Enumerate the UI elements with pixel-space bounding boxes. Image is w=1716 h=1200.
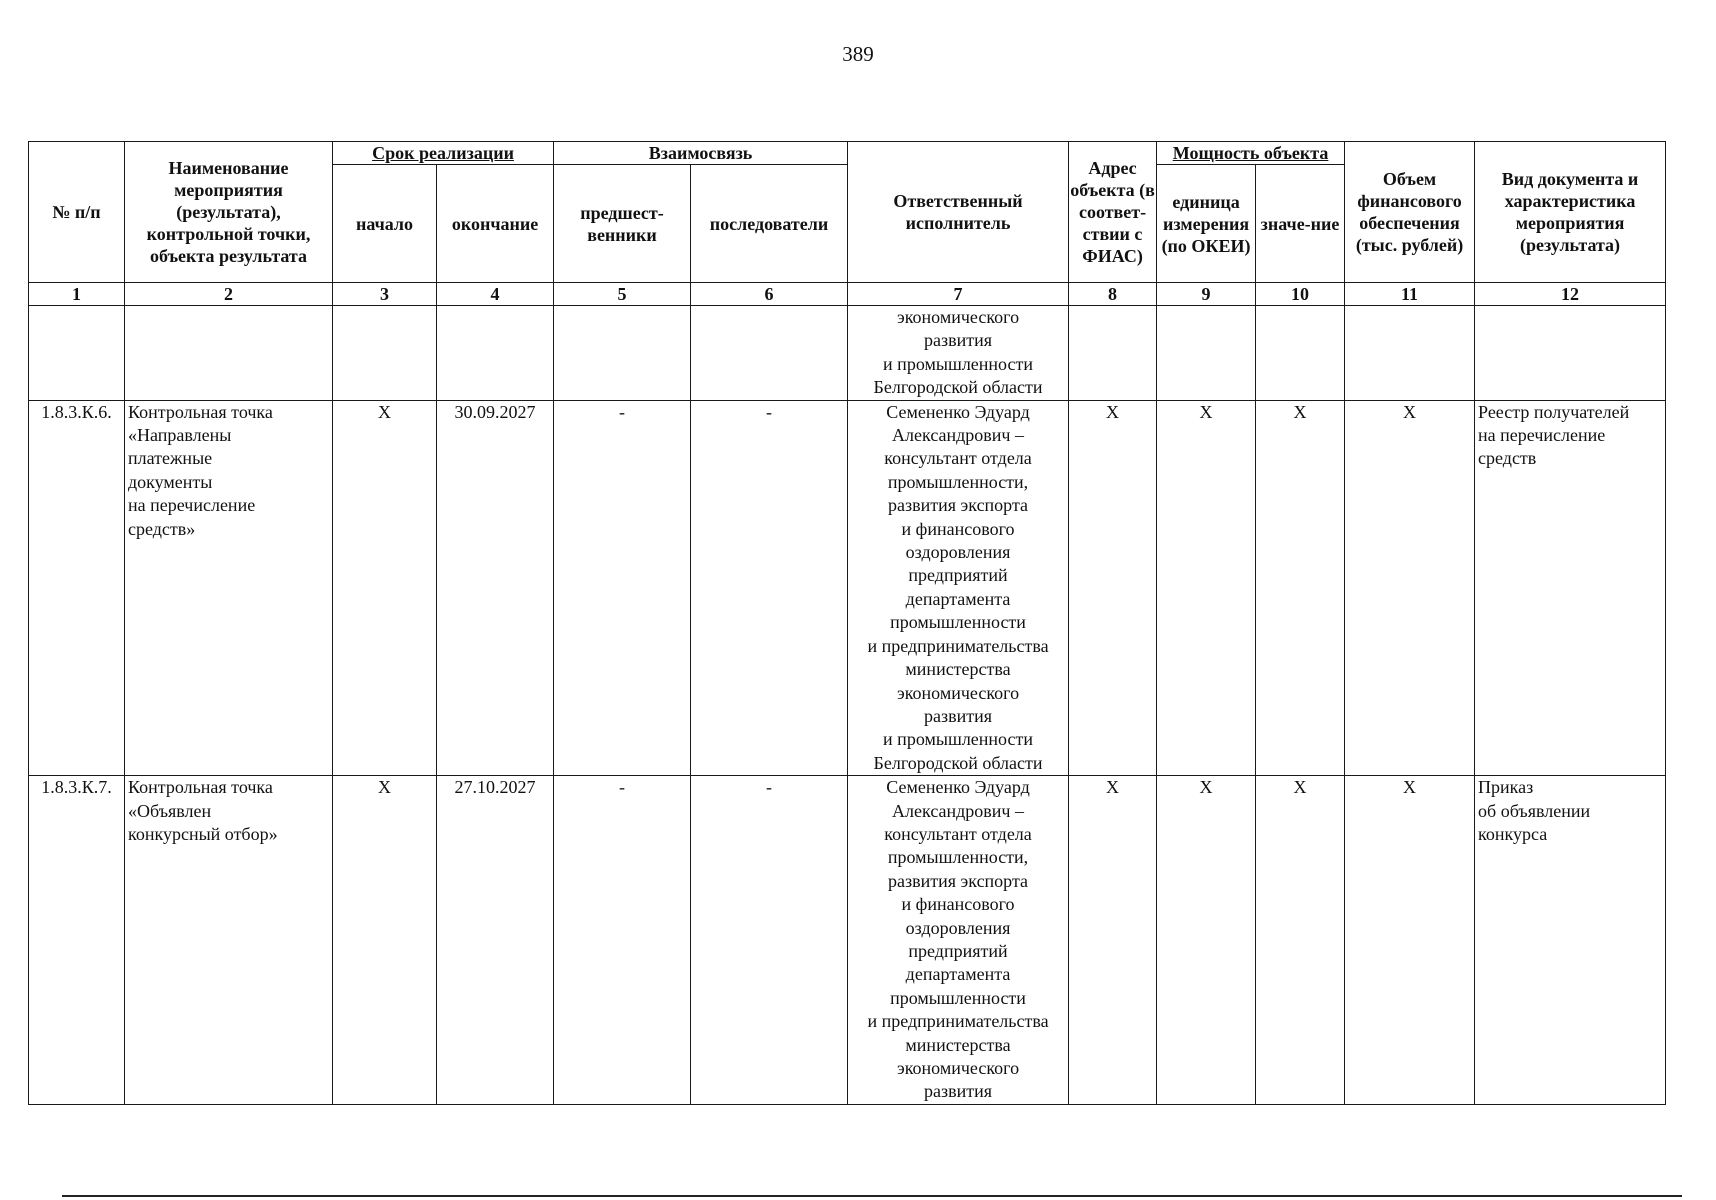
finance-volume-cell: Х <box>1345 776 1475 1105</box>
predecessors-cell: - <box>554 400 691 776</box>
event-name-line: платежные <box>128 448 213 469</box>
responsible-executor-cell <box>848 400 1069 776</box>
column-number: 3 <box>333 283 437 306</box>
responsible-executor-line: предприятий <box>908 565 1008 586</box>
event-name-cell <box>125 776 333 1105</box>
object-address-cell: Х <box>1069 400 1157 776</box>
column-number: 7 <box>848 283 1069 306</box>
plan-table <box>28 141 1666 1105</box>
responsible-executor-line: оздоровления <box>905 542 1011 563</box>
unit-of-measure-cell: Х <box>1157 400 1256 776</box>
document-type-cell <box>1475 306 1666 401</box>
header-address: Адрес объекта (в соответ-ствии с ФИАС) <box>1069 142 1157 283</box>
header-value: значе-ние <box>1256 165 1345 283</box>
event-name-line: конкурсный отбор» <box>128 823 278 844</box>
column-number: 9 <box>1157 283 1256 306</box>
responsible-executor-line: и предпринимательства <box>867 1011 1049 1032</box>
event-name-line: Контрольная точка <box>128 777 273 798</box>
header-finance: Объем финансового обеспечения (тыс. рублей) <box>1345 142 1475 283</box>
column-number: 12 <box>1475 283 1666 306</box>
responsible-executor-line: промышленности <box>890 612 1026 633</box>
header-group-link: Взаимосвязь <box>554 142 848 165</box>
unit-of-measure-cell: Х <box>1157 776 1256 1105</box>
event-name-line: «Объявлен <box>128 800 212 821</box>
event-name-cell <box>125 400 333 776</box>
responsible-executor-line: департамента <box>905 964 1011 985</box>
group-capacity-title: Мощность объекта <box>1172 143 1329 163</box>
event-name-line: документы <box>128 471 213 492</box>
event-name-line: Контрольная точка <box>128 401 273 422</box>
responsible-executor-line: развития <box>924 705 993 726</box>
column-number: 10 <box>1256 283 1345 306</box>
row-number-cell: 1.8.3.К.6. <box>29 400 125 776</box>
table-row <box>29 776 1666 1105</box>
responsible-executor-line: экономического <box>896 1058 1020 1078</box>
responsible-executor-line: развития <box>924 330 993 351</box>
responsible-executor-line: и финансового <box>901 894 1015 915</box>
header-end: окончание <box>437 165 554 283</box>
header-document: Вид документа и характеристика мероприятия (результата) <box>1475 142 1666 283</box>
responsible-executor-line: экономического <box>896 682 1020 703</box>
table-row <box>29 400 1666 776</box>
successors-cell: - <box>691 776 848 1105</box>
header-group-term <box>333 142 554 165</box>
header-name: Наименование мероприятия (результата), контрольной точки, объекта результата <box>125 142 333 283</box>
responsible-executor-line: Семененко Эдуард <box>886 777 1030 798</box>
successors-cell: - <box>691 400 848 776</box>
capacity-value-cell: Х <box>1256 400 1345 776</box>
unit-of-measure-cell <box>1157 306 1256 401</box>
responsible-executor-line: развития экспорта <box>888 870 1029 891</box>
responsible-executor-line: и финансового <box>901 518 1015 539</box>
predecessors-cell <box>554 306 691 401</box>
start-date-cell <box>333 306 437 401</box>
responsible-executor-line: развития экспорта <box>888 495 1029 516</box>
start-date-cell: Х <box>333 400 437 776</box>
responsible-executor-line: оздоровления <box>905 917 1011 938</box>
responsible-executor-line: экономического <box>896 307 1020 327</box>
responsible-executor-line: Белгородской области <box>873 377 1043 398</box>
successors-cell <box>691 306 848 401</box>
table-header <box>29 142 1666 306</box>
group-term-title: Срок реализации <box>372 143 514 163</box>
table-row <box>29 306 1666 401</box>
end-date-cell: 27.10.2027 <box>437 776 554 1105</box>
responsible-executor-line: промышленности, <box>887 471 1029 492</box>
document-type-line: на перечисление <box>1478 425 1606 446</box>
column-number: 11 <box>1345 283 1475 306</box>
responsible-executor-line: консультант отдела <box>884 823 1032 844</box>
table-body <box>29 306 1666 1105</box>
row-number-cell: 1.8.3.К.7. <box>29 776 125 1105</box>
document-type-line: конкурса <box>1478 823 1548 844</box>
end-date-cell: 30.09.2027 <box>437 400 554 776</box>
responsible-executor-line: развития <box>924 1081 993 1102</box>
responsible-executor-line: и промышленности <box>883 353 1033 374</box>
column-number: 1 <box>29 283 125 306</box>
column-number: 8 <box>1069 283 1157 306</box>
document-type-line: средств <box>1478 448 1537 469</box>
responsible-executor-line: Семененко Эдуард <box>886 401 1030 422</box>
start-date-cell: Х <box>333 776 437 1105</box>
event-name-line: на перечисление <box>128 495 256 516</box>
responsible-executor-line: Александрович – <box>892 800 1024 821</box>
responsible-executor-line: Белгородской области <box>873 752 1043 773</box>
header-predecessors: предшест-венники <box>554 165 691 283</box>
object-address-cell <box>1069 306 1157 401</box>
event-name-line: средств» <box>128 518 196 539</box>
header-start: начало <box>333 165 437 283</box>
responsible-executor-cell <box>848 776 1069 1105</box>
finance-volume-cell: Х <box>1345 400 1475 776</box>
responsible-executor-line: Александрович – <box>892 425 1024 446</box>
header-number: № п/п <box>29 142 125 283</box>
capacity-value-cell: Х <box>1256 776 1345 1105</box>
responsible-executor-cell <box>848 306 1069 401</box>
column-number: 6 <box>691 283 848 306</box>
responsible-executor-line: и предпринимательства <box>867 635 1049 656</box>
column-number: 4 <box>437 283 554 306</box>
responsible-executor-line: и промышленности <box>883 729 1033 750</box>
document-type-line: об объявлении <box>1478 800 1591 821</box>
row-number-cell <box>29 306 125 401</box>
bottom-rule <box>62 1195 1682 1197</box>
responsible-executor-line: предприятий <box>908 940 1008 961</box>
header-successors: последователи <box>691 165 848 283</box>
responsible-executor-line: департамента <box>905 588 1011 609</box>
page-number: 389 <box>842 42 874 66</box>
column-number: 2 <box>125 283 333 306</box>
predecessors-cell: - <box>554 776 691 1105</box>
header-unit: единица измерения (по ОКЕИ) <box>1157 165 1256 283</box>
header-group-capacity <box>1157 142 1345 165</box>
responsible-executor-line: министерства <box>905 1034 1011 1055</box>
object-address-cell: Х <box>1069 776 1157 1105</box>
end-date-cell <box>437 306 554 401</box>
document-type-line: Приказ <box>1478 777 1534 798</box>
column-number-row <box>29 283 1666 306</box>
responsible-executor-line: промышленности, <box>887 847 1029 868</box>
document-type-line: Реестр получателей <box>1478 401 1630 422</box>
document-type-cell <box>1475 776 1666 1105</box>
responsible-executor-line: министерства <box>905 659 1011 680</box>
column-number: 5 <box>554 283 691 306</box>
event-name-cell <box>125 306 333 401</box>
document-type-cell <box>1475 400 1666 776</box>
event-name-line: «Направлены <box>128 425 232 446</box>
finance-volume-cell <box>1345 306 1475 401</box>
responsible-executor-line: консультант отдела <box>884 448 1032 469</box>
capacity-value-cell <box>1256 306 1345 401</box>
responsible-executor-line: промышленности <box>890 987 1026 1008</box>
header-responsible: Ответственный исполнитель <box>848 142 1069 283</box>
